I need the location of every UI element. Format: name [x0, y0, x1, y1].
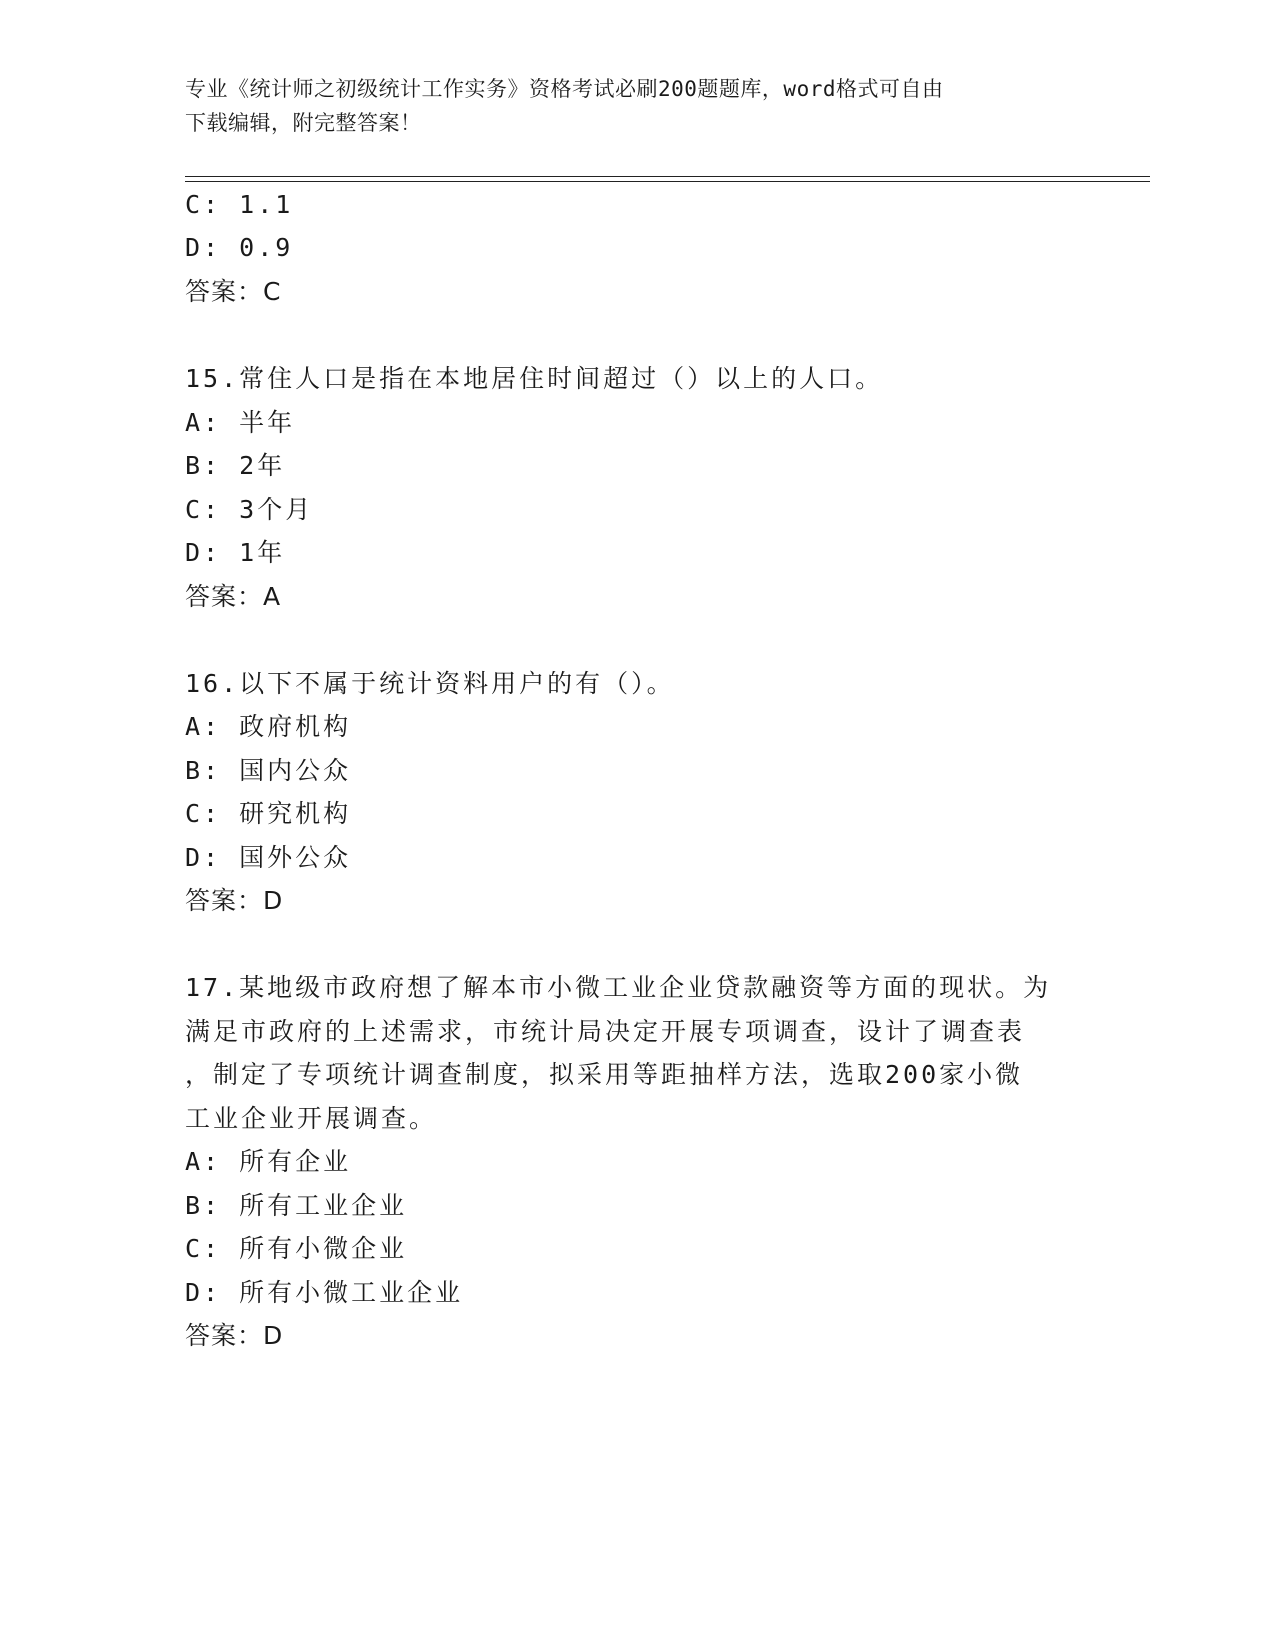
q17-option-a: A: 所有企业 [185, 1147, 352, 1176]
q15-option-b: B: 2年 [185, 451, 286, 480]
document-header [185, 72, 1065, 140]
q17-stem-line-1: 17.某地级市政府想了解本市小微工业企业贷款融资等方面的现状。为 [185, 973, 1052, 1002]
q15-option-a: A: 半年 [185, 408, 296, 437]
q17-option-c: C: 所有小微企业 [185, 1234, 408, 1263]
header-line-2: 下载编辑，附完整答案！ [185, 111, 422, 135]
q15-answer: 答案：A [185, 582, 282, 611]
q15-stem: 15.常住人口是指在本地居住时间超过（）以上的人口。 [185, 364, 884, 393]
header-divider-bottom [185, 181, 1150, 182]
q17-answer: 答案：D [185, 1321, 284, 1350]
prev-option-c: C: 1.1 [185, 190, 294, 219]
q17-stem-line-4: 工业企业开展调查。 [185, 1104, 438, 1133]
header-divider-top [185, 176, 1150, 177]
header-line-1: 专业《统计师之初级统计工作实务》资格考试必刷200题题库，word格式可自由 [185, 77, 944, 101]
q16-option-b: B: 国内公众 [185, 756, 352, 785]
q17-option-b: B: 所有工业企业 [185, 1191, 408, 1220]
q16-stem: 16.以下不属于统计资料用户的有（）。 [185, 669, 675, 698]
q17-stem-line-2: 满足市政府的上述需求，市统计局决定开展专项调查，设计了调查表 [185, 1017, 1026, 1046]
q16-option-a: A: 政府机构 [185, 712, 352, 741]
q17-stem-line-3: ，制定了专项统计调查制度，拟采用等距抽样方法，选取200家小微 [185, 1060, 1024, 1089]
q15-option-c: C: 3个月 [185, 495, 314, 524]
q16-answer: 答案：D [185, 886, 284, 915]
q17-option-d: D: 所有小微工业企业 [185, 1278, 464, 1307]
q16-option-d: D: 国外公众 [185, 843, 352, 872]
q16-option-c: C: 研究机构 [185, 799, 352, 828]
prev-answer: 答案：C [185, 277, 282, 306]
prev-option-d: D: 0.9 [185, 233, 294, 262]
q15-option-d: D: 1年 [185, 538, 286, 567]
